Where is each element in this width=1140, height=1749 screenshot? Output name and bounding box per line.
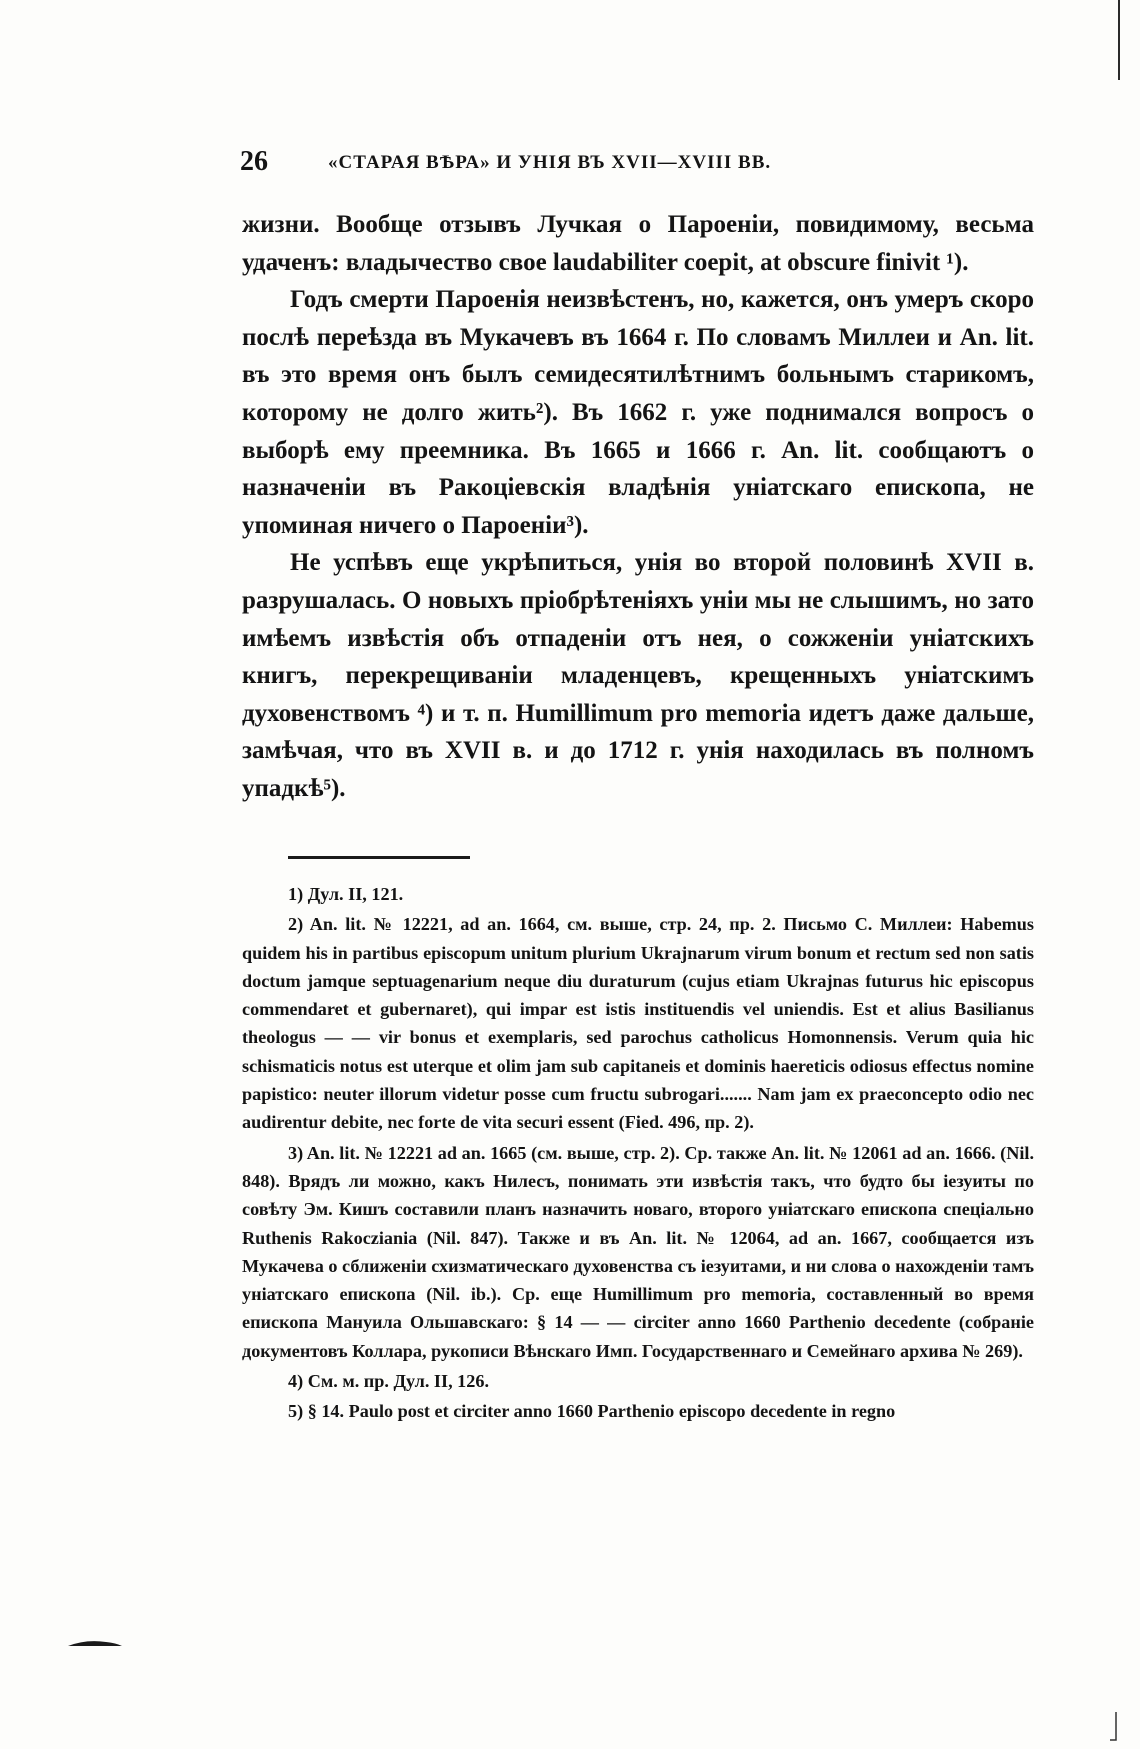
footnote-separator (288, 856, 470, 859)
paragraph-3: Не успѣвъ еще укрѣпиться, унія во второй половинѣ XVII в. разрушалась. О новыхъ пріобрѣтеніяхъ уніи мы не слышимъ, но зато имѣемъ извѣстія объ отпаденіи отъ нея, о сожженіи уніатскихъ книгъ, перекрещиваніи младенцевъ, крещенныхъ уніатскимъ духовенствомъ ⁴) и т. п. Humillimum pro memoria идетъ даже дальше, замѣчая, что въ XVII в. и до 1712 г. унія находилась въ полномъ упадкѣ⁵). (242, 549, 1034, 802)
body-text (242, 206, 1034, 808)
footnotes (242, 880, 1034, 1428)
footnote-2: 2) An. lit. № 12221, ad an. 1664, см. выше, стр. 24, пр. 2. Письмо С. Миллеи: Habemus quidem his in partibus episcopum unitum plurium Ukrajnarum virum bonum et rectum sed non satis doctum jamque septuagenarium neque diu duraturum (cujus etiam Ukrajnas futurus hic episcopus commendaret et gubernaret), qui impar est istis instituendis vel uniendis. Est et alius Basilianus theologus — — vir bonus et exemplaris, sed parochus catholicus Homonnensis. Verum quia hic schismaticis notus est uterque et olim jam sub capitaneis et dominis haereticis odiosus effectus nomine papistico: neuter illorum videtur posse cum fructu subrogari....... Nam jam ex praeconcepto odio nec audirentur debite, nec forte de vita securi essent (Fied. 496, пр. 2). (242, 914, 1034, 1133)
footnote-1: 1) Дул. II, 121. (288, 884, 404, 904)
paragraph-2: Годъ смерти Пароенія неизвѣстенъ, но, кажется, онъ умеръ скоро послѣ переѣзда въ Мукачевъ въ 1664 г. По словамъ Миллеи и An. lit. въ это время онъ былъ семидесятилѣтнимъ больнымъ старикомъ, которому не долго жить²). Въ 1662 г. уже поднимался вопросъ о выборѣ ему преемника. Въ 1665 и 1666 г. An. lit. сообщаютъ о назначеніи въ Ракоціевскія владѣнія уніатскаго епископа, не упоминая ничего о Пароеніи³). (242, 286, 1034, 539)
page-number: 26 (240, 146, 268, 177)
scan-corner-mark (1110, 1712, 1118, 1742)
running-title: «СТАРАЯ ВѢРА» И УНІЯ ВЪ XVII—XVIII ВВ. (328, 152, 772, 173)
footnote-5: 5) § 14. Paulo post et circiter anno 1660 Parthenio episcopo decedente in regno (288, 1401, 896, 1422)
page-header (240, 146, 880, 182)
scan-smudge (66, 1639, 124, 1647)
paragraph-1: жизни. Вообще отзывъ Лучкая о Пароеніи, повидимому, весьма удаченъ: владычество свое laudabiliter coepit, at obscure finivit ¹). (242, 211, 1034, 276)
scan-edge-line (1118, 0, 1120, 80)
footnote-3: 3) An. lit. № 12221 ad an. 1665 (см. выше, стр. 2). Ср. также An. lit. № 12061 ad an. 1666. (Nil. 848). Врядъ ли можно, какъ Нилесъ, понимать эти извѣстія такъ, что будто бы іезуиты по совѣту Эм. Кишъ составили планъ назначить новаго, второго уніатскаго епископа спеціально Ruthenis Rakocziania (Nil. 847). Также и въ An. lit. № 12064, ad an. 1667, сообщается изъ Мукачева о сближеніи схизматическаго духовенства съ іезуитами, и ни слова о нахожденіи тамъ уніатскаго епископа (Nil. ib.). Ср. еще Humillimum pro memoria, составленный во время епископа Мануила Ольшавскаго: § 14 — — circiter anno 1660 Parthenio decedente (собраніе документовъ Коллара, рукописи Вѣнскаго Имп. Государственнаго и Семейнаго архива № 269). (242, 1142, 1035, 1361)
footnote-4: 4) См. м. пр. Дул. II, 126. (288, 1371, 490, 1392)
